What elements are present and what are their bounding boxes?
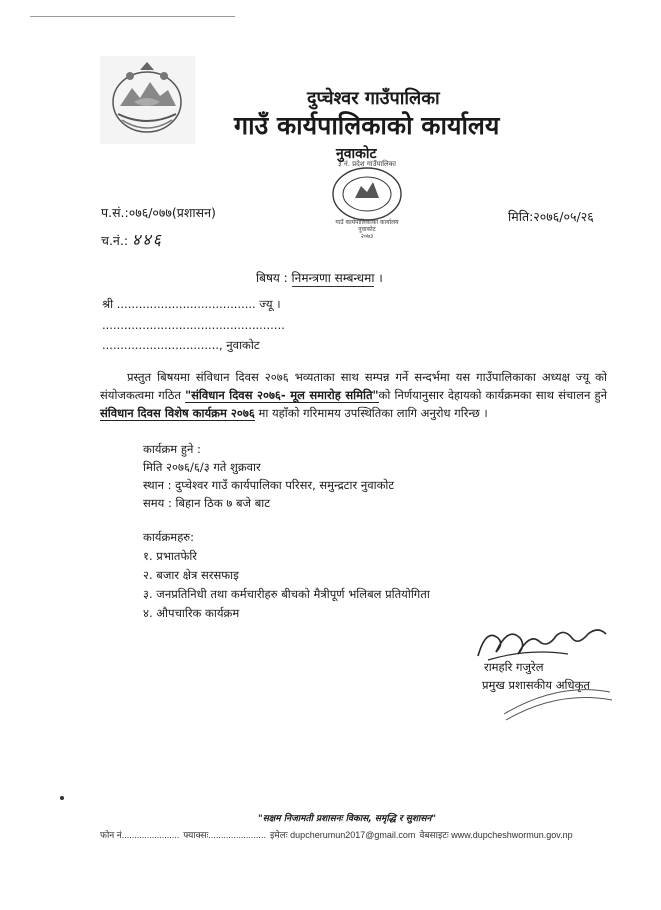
letter-body (100, 368, 607, 422)
stamp-text-3: नुवाकोट (358, 226, 376, 233)
nepal-emblem-icon (100, 56, 195, 144)
subject-line (256, 269, 383, 286)
subject-end: । (378, 271, 383, 285)
letter-date: मिति:२०७६/०५/२६ (508, 209, 594, 224)
org-name-line1: दुप्चेश्वर गाउँपालिका (307, 88, 440, 109)
footer-fax: फ्याक्सः....................... (183, 830, 266, 840)
program-intro: कार्यक्रम हुने : (143, 442, 201, 456)
top-rule (30, 16, 235, 17)
program-item: ४. औपचारिक कार्यक्रम (143, 606, 240, 620)
program-venue: स्थान : दुप्चेश्वर गाउँ कार्यपालिका परिसर, समुन्द्रटार नुवाकोट (143, 478, 395, 492)
org-location: नुवाकोट (336, 146, 377, 162)
dispatch-number: ४४६ (132, 230, 163, 249)
signatory-stamp-icon (500, 672, 615, 722)
address-line-1: श्री ...................................... ज्यू । (102, 297, 281, 311)
body-part-1: प्रस्तुत बिषयमा संविधान दिवस २०७६ भव्यताका साथ सम्पन्न गर्ने सन्दर्भमा यस गाउँपालिकाका अध्यक्ष ज्यू को संयोजकत्वमा गठित (100, 370, 607, 402)
office-stamp-icon (317, 158, 417, 238)
signatory-title: प्रमुख प्रशासकीय अधिकृत (482, 678, 590, 692)
body-part-3: मा यहाँको गरिमामय उपस्थितिका लागि अनुरोध गरिन्छ । (254, 406, 488, 420)
program-date: मिति २०७६/६/३ गते शुक्रवार (143, 460, 261, 474)
org-name-line2: गाउँ कार्यपालिकाको कार्यालय (234, 111, 500, 140)
footer-phone: फोन नं....................... (100, 830, 180, 840)
signature-icon (468, 608, 618, 668)
stamp-text-2: गाउँ कार्यपालिकाको कार्यालय (335, 219, 399, 226)
program-name: संविधान दिवस विशेष कार्यक्रम २०७६ (100, 406, 255, 420)
address-line-3: ................................, नुवाकोट (102, 338, 260, 352)
program-item: २. बजार क्षेत्र सरसफाइ (143, 568, 239, 582)
footer-website[interactable]: वेबसाइटः www.dupcheshwormun.gov.np (419, 830, 573, 840)
dispatch-label: च.नं.: (101, 233, 129, 248)
stamp-text-1: ३ नं. प्रदेश गाउँपालिका (337, 160, 397, 168)
footer-contact (100, 828, 573, 841)
footer-motto: "सक्षम निजामती प्रशासनः विकास, समृद्धि र सुशासन" (258, 814, 437, 824)
programs-heading: कार्यक्रमहरु: (143, 530, 195, 544)
program-time: समय : बिहान ठिक ७ बजे बाट (143, 496, 271, 510)
subject-label: बिषय : (256, 271, 288, 285)
address-line-2: .................................................. (102, 318, 285, 332)
stamp-text-4: २०७३ (360, 233, 374, 238)
program-item: ३. जनप्रतिनिधी तथा कर्मचारीहरु बीचको मैत्रीपूर्ण भलिबल प्रतियोगिता (143, 587, 430, 601)
stray-mark (60, 796, 64, 800)
dispatch-number-row (101, 228, 163, 250)
signatory-name: रामहरि गजुरेल (484, 660, 544, 674)
footer-email[interactable]: इमेलः dupcherumun2017@gmail.com (269, 830, 416, 840)
subject-text: निमन्त्रणा सम्बन्धमा (291, 271, 375, 285)
committee-name: "संविधान दिवस २०७६- मूल समारोह समिति" (185, 388, 379, 402)
program-item: १. प्रभातफेरि (143, 549, 198, 563)
reference-number: प.सं.:०७६/०७७(प्रशासन) (101, 205, 216, 220)
body-part-2: को निर्णयानुसार देहायको कार्यक्रमका साथ संचालन हुने (378, 388, 608, 402)
